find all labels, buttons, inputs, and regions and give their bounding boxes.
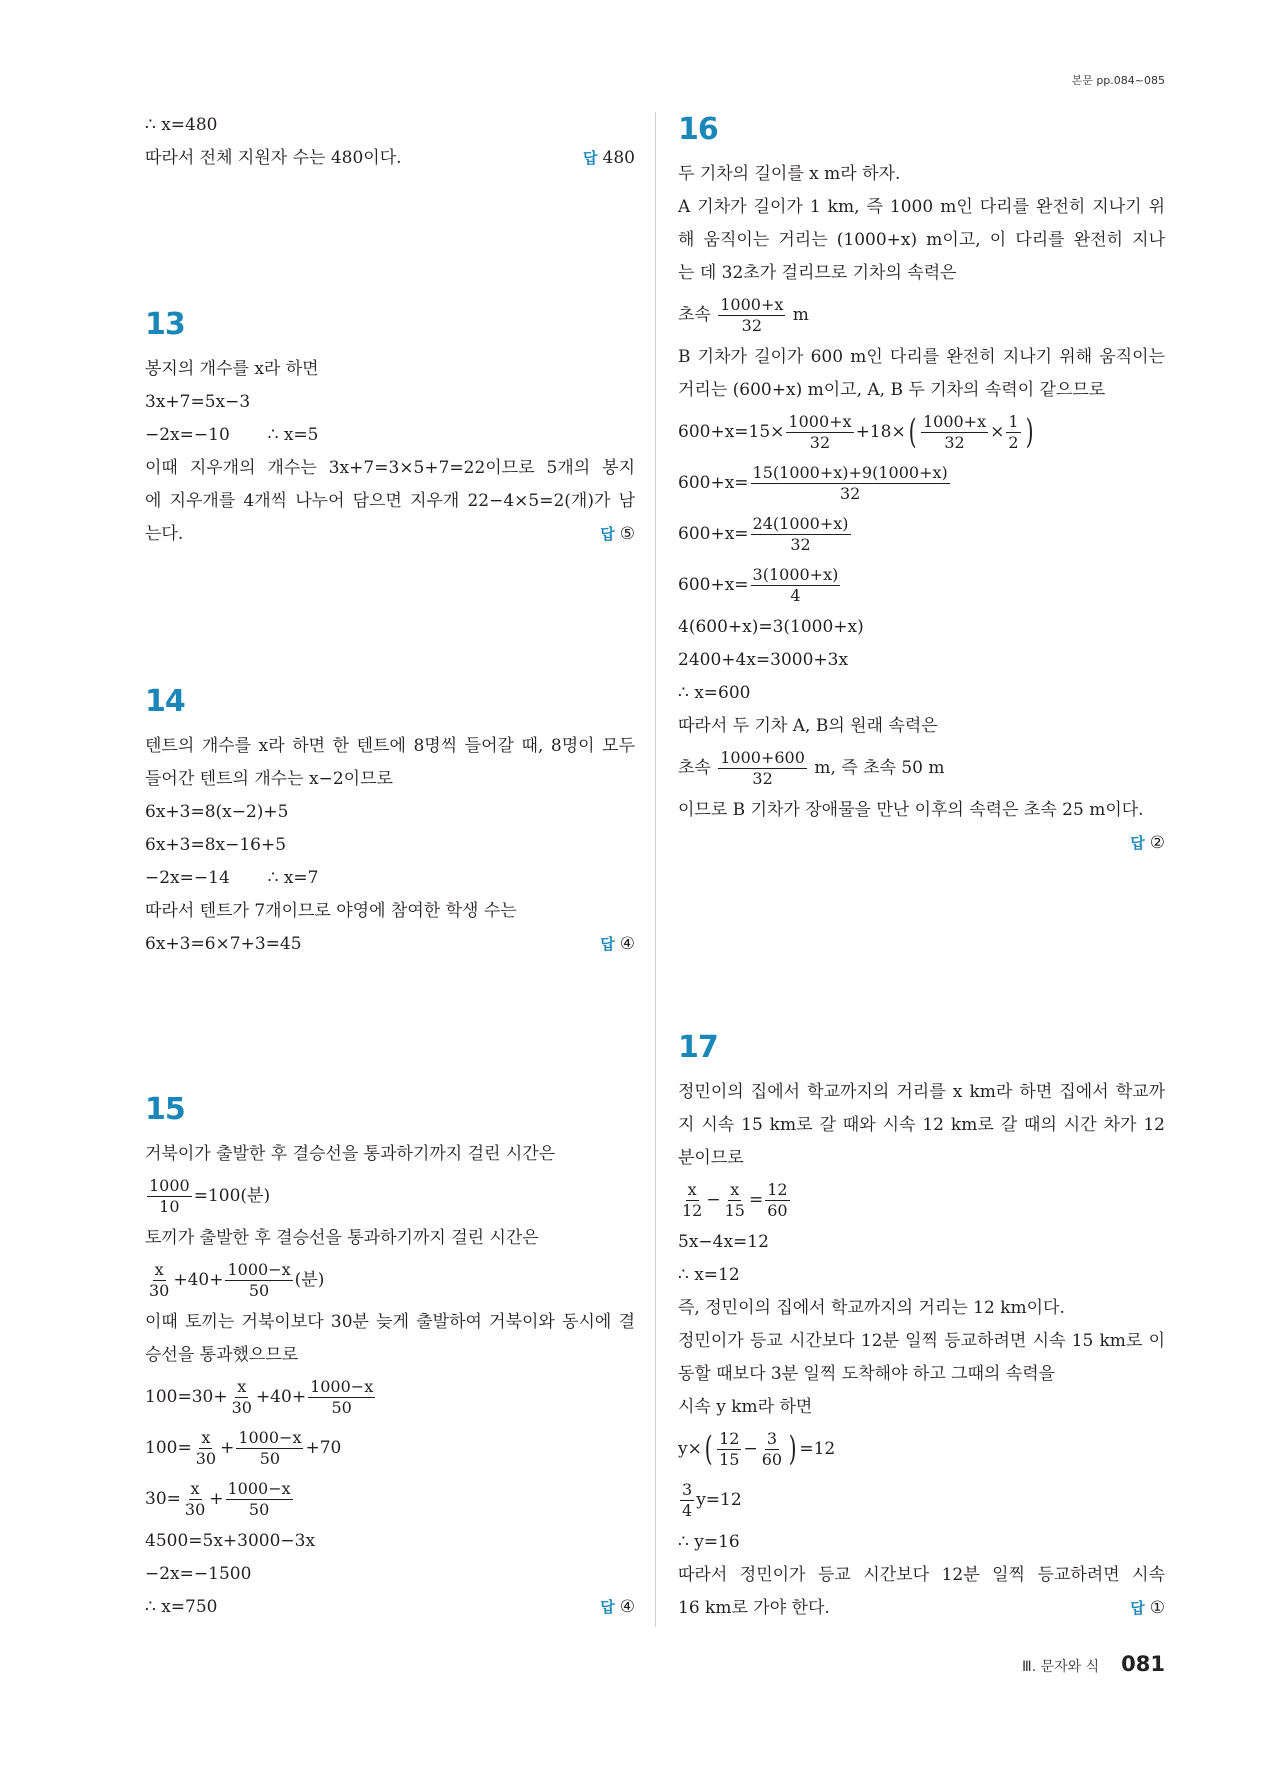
solution-line — [678, 257, 1165, 290]
fraction — [226, 1479, 293, 1520]
numerator: x — [190, 1479, 200, 1498]
solution-line — [678, 611, 1165, 644]
math-text: − — [706, 1190, 721, 1210]
math-text: 30= — [145, 1489, 181, 1509]
answer-label: 답 — [1130, 834, 1145, 852]
math-text: 600+x= — [678, 575, 749, 595]
solution-line — [678, 827, 1165, 860]
denominator: 50 — [248, 1500, 270, 1519]
numerator: 3 — [766, 1429, 777, 1448]
math-text: 600+x= — [678, 473, 749, 493]
solution-line — [145, 1372, 635, 1423]
numerator: 3 — [682, 1480, 693, 1499]
math-text: +40+ — [255, 1387, 307, 1407]
math-text: m — [787, 305, 809, 325]
denominator: 4 — [790, 586, 801, 605]
math-text: 4(600+x)=3(1000+x) — [678, 617, 864, 637]
solution-line — [678, 677, 1165, 710]
solution-line — [145, 353, 635, 386]
answer — [600, 1591, 635, 1624]
denominator: 32 — [790, 535, 811, 554]
math-text: = — [748, 1190, 764, 1210]
answer-value: ④ — [619, 1597, 635, 1617]
math-text: 해 움직이는 거리는 (1000+x) m이고, 이 다리를 완전히 지나 — [678, 230, 1165, 250]
denominator: 32 — [752, 769, 773, 788]
math-text: 는 데 32초가 걸리므로 기차의 속력은 — [678, 263, 957, 283]
solution-line — [678, 1526, 1165, 1559]
denominator: 32 — [809, 433, 831, 452]
math-text: 4500=5x+3000−3x — [145, 1531, 316, 1551]
math-text: 텐트의 개수를 x라 하면 한 텐트에 8명씩 들어갈 때, 8명이 모두 — [145, 736, 635, 756]
solution-16 — [678, 110, 1165, 860]
denominator: 2 — [1008, 433, 1019, 452]
fraction — [225, 1260, 292, 1301]
math-text: + — [220, 1438, 235, 1458]
math-text: 600+x=15× — [678, 422, 785, 442]
answer-label: 답 — [600, 935, 615, 953]
large-parenthesis: ) — [1025, 412, 1034, 452]
numerator: 1000+x — [720, 295, 784, 314]
math-text: 에 지우개를 4개씩 나누어 담으면 지우개 22−4×5=2(개)가 남 — [145, 491, 635, 511]
fraction — [751, 565, 841, 606]
solution-line — [145, 1255, 635, 1306]
solution-line — [145, 928, 635, 961]
solution-15 — [145, 1090, 635, 1624]
numerator: 1000+x — [788, 412, 852, 431]
math-text: 3x+7=5x−3 — [145, 392, 251, 412]
fraction — [147, 1176, 192, 1217]
math-text: 정민이가 등교 시간보다 12분 일찍 등교하려면 시속 15 km로 이 — [678, 1331, 1165, 1351]
math-text: ∴ x=480 — [145, 115, 218, 135]
math-text: 따라서 정민이가 등교 시간보다 12분 일찍 등교하려면 시속 — [678, 1565, 1165, 1585]
solution-line — [678, 1325, 1165, 1358]
solution-line — [678, 1076, 1165, 1109]
fraction — [723, 1180, 747, 1221]
fraction — [751, 514, 851, 555]
numerator: 1000−x — [310, 1377, 374, 1396]
denominator: 60 — [767, 1201, 788, 1220]
answer-value: ⑤ — [619, 524, 635, 544]
numerator: 12 — [767, 1180, 788, 1199]
answer-value: ② — [1149, 833, 1165, 853]
answer-label: 답 — [1130, 1599, 1145, 1617]
math-text: 정민이의 집에서 학교까지의 거리를 x km라 하면 집에서 학교까 — [678, 1082, 1165, 1102]
solution-line — [678, 1292, 1165, 1325]
math-text: 는다. — [145, 524, 184, 544]
numerator: 1000−x — [238, 1428, 302, 1447]
fraction — [147, 1260, 171, 1301]
solution-line — [145, 1171, 635, 1222]
denominator: 30 — [149, 1281, 170, 1300]
solution-line — [145, 1423, 635, 1474]
math-text: 600+x= — [678, 524, 749, 544]
problem-number: 17 — [678, 1030, 718, 1065]
numerator: 1 — [1008, 412, 1019, 431]
math-text: y=12 — [696, 1490, 742, 1510]
solution-line — [145, 1138, 635, 1171]
math-text: −2x=−10 ∴ x=5 — [145, 425, 319, 445]
solution-line — [145, 730, 635, 763]
answer-value: 480 — [602, 148, 635, 168]
denominator: 10 — [159, 1197, 180, 1216]
solution-13 — [145, 305, 635, 551]
solution-line — [678, 509, 1165, 560]
numerator: x — [201, 1428, 211, 1447]
answer-value: ① — [1149, 1598, 1165, 1618]
solution-line — [678, 1391, 1165, 1424]
fraction — [680, 1180, 704, 1221]
math-text: 승선을 통과했으므로 — [145, 1345, 299, 1365]
solution-line — [145, 485, 635, 518]
math-text: 이때 지우개의 개수는 3x+7=3×5+7=22이므로 5개의 봉지 — [145, 458, 635, 478]
solution-line — [145, 1474, 635, 1525]
answer — [600, 928, 635, 961]
denominator: 30 — [231, 1398, 252, 1417]
solution-line — [678, 1592, 1165, 1625]
denominator: 15 — [724, 1201, 745, 1220]
solution-line — [678, 374, 1165, 407]
fraction — [183, 1479, 207, 1520]
fraction — [718, 295, 785, 336]
solution-14 — [145, 682, 635, 961]
solution-line — [145, 1525, 635, 1558]
answer — [600, 518, 635, 551]
solution-line — [145, 386, 635, 419]
math-text: (분) — [294, 1270, 325, 1290]
solution-line — [678, 458, 1165, 509]
fraction — [308, 1377, 375, 1418]
math-text: A 기차가 길이가 1 km, 즉 1000 m인 다리를 완전히 지나기 위 — [678, 197, 1165, 217]
denominator: 15 — [719, 1450, 740, 1469]
denominator: 50 — [259, 1449, 281, 1468]
numerator: 1000−x — [227, 1479, 291, 1498]
problem-number: 14 — [145, 684, 185, 719]
math-text: 초속 — [678, 758, 717, 778]
answer-label: 답 — [583, 149, 598, 167]
solution-line — [145, 895, 635, 928]
denominator: 60 — [761, 1450, 783, 1469]
solution-line — [678, 1175, 1165, 1226]
solution-line — [678, 224, 1165, 257]
solution-line — [145, 1591, 635, 1624]
math-text: 2400+4x=3000+3x — [678, 650, 849, 670]
answer — [1130, 827, 1165, 860]
solution-prev — [145, 109, 635, 175]
math-text: =12 — [799, 1439, 836, 1459]
math-text: ∴ x=12 — [678, 1265, 740, 1285]
problem-number: 16 — [678, 112, 718, 147]
numerator: x — [237, 1377, 247, 1396]
solution-line — [678, 158, 1165, 191]
solution-line — [678, 1475, 1165, 1526]
fraction — [718, 748, 807, 789]
math-text: 따라서 전체 지원자 수는 480이다. — [145, 148, 402, 168]
fraction — [230, 1377, 254, 1418]
denominator: 32 — [741, 316, 762, 335]
math-text: ∴ y=16 — [678, 1532, 740, 1552]
math-text: 100=30+ — [145, 1387, 228, 1407]
math-text: + — [209, 1489, 224, 1509]
math-text: ∴ x=750 — [145, 1597, 218, 1617]
denominator: 50 — [248, 1281, 270, 1300]
denominator: 12 — [682, 1201, 703, 1220]
chapter-title: Ⅲ. 문자와 식 — [1022, 1659, 1100, 1675]
page-footer — [1022, 1652, 1165, 1676]
math-text: × — [990, 422, 1005, 442]
solution-line — [678, 191, 1165, 224]
math-text: B 기차가 길이가 600 m인 다리를 완전히 지나기 위해 움직이는 — [678, 347, 1165, 367]
answer-label: 답 — [600, 1598, 615, 1616]
denominator: 4 — [682, 1501, 693, 1520]
page-number: 081 — [1121, 1652, 1165, 1676]
solution-line — [678, 290, 1165, 341]
denominator: 50 — [331, 1398, 352, 1417]
fraction — [194, 1428, 218, 1469]
numerator: 3(1000+x) — [752, 565, 839, 584]
solution-line — [678, 743, 1165, 794]
math-text: 동할 때보다 3분 일찍 도착해야 하고 그때의 속력을 — [678, 1364, 1056, 1384]
numerator: 12 — [719, 1429, 740, 1448]
page-reference: 본문 pp.084~085 — [1071, 74, 1165, 87]
math-text: =100(분) — [193, 1186, 271, 1206]
math-text: 6x+3=6×7+3=45 — [145, 934, 302, 954]
math-text: +40+ — [173, 1270, 224, 1290]
math-text: 6x+3=8(x−2)+5 — [145, 802, 289, 822]
math-text: 따라서 두 기차 A, B의 원래 속력은 — [678, 716, 938, 736]
numerator: 1000+600 — [720, 748, 805, 767]
math-text: 두 기차의 길이를 x m라 하자. — [678, 164, 901, 184]
math-text: 토끼가 출발한 후 결승선을 통과하기까지 걸린 시간은 — [145, 1228, 539, 1248]
math-text: 분이므로 — [678, 1148, 744, 1168]
fraction — [760, 1429, 784, 1470]
math-text: +18× — [855, 422, 906, 442]
fraction — [1006, 412, 1020, 453]
math-text: 따라서 텐트가 7개이므로 야영에 참여한 학생 수는 — [145, 901, 517, 921]
solution-line — [145, 518, 635, 551]
math-text: +70 — [305, 1438, 342, 1458]
solution-line — [145, 419, 635, 452]
solution-line — [145, 1222, 635, 1255]
fraction — [765, 1180, 789, 1221]
math-text: 이때 토끼는 거북이보다 30분 늦게 출발하여 거북이와 동시에 결 — [145, 1312, 635, 1332]
numerator: 24(1000+x) — [752, 514, 849, 533]
math-text: 6x+3=8x−16+5 — [145, 835, 287, 855]
math-text: 5x−4x=12 — [678, 1232, 769, 1252]
fraction — [921, 412, 988, 453]
math-text: y× — [678, 1439, 702, 1459]
solution-line — [678, 407, 1165, 458]
denominator: 30 — [195, 1449, 217, 1468]
solution-line — [678, 341, 1165, 374]
large-parenthesis: ( — [908, 412, 917, 452]
math-text: 초속 — [678, 305, 717, 325]
numerator: 1000 — [149, 1176, 190, 1195]
fraction — [751, 463, 950, 504]
answer — [583, 142, 635, 175]
math-text: −2x=−14 ∴ x=7 — [145, 868, 319, 888]
solution-line — [678, 1109, 1165, 1142]
solution-line — [678, 1142, 1165, 1175]
solution-line — [678, 710, 1165, 743]
answer-value: ④ — [619, 934, 635, 954]
solution-line — [145, 452, 635, 485]
math-text: 거북이가 출발한 후 결승선을 통과하기까지 걸린 시간은 — [145, 1144, 556, 1164]
fraction — [786, 412, 853, 453]
solution-17 — [678, 1028, 1165, 1625]
solution-line — [678, 1358, 1165, 1391]
solution-line — [145, 796, 635, 829]
math-text: 시속 y km라 하면 — [678, 1397, 813, 1417]
math-text: 즉, 정민이의 집에서 학교까지의 거리는 12 km이다. — [678, 1298, 1065, 1318]
solution-line — [678, 1424, 1165, 1475]
solution-line — [145, 829, 635, 862]
solution-line — [145, 1558, 635, 1591]
math-text: 지 시속 15 km로 갈 때와 시속 12 km로 갈 때의 시간 차가 12 — [678, 1115, 1165, 1135]
math-text: ∴ x=600 — [678, 683, 751, 703]
math-text: 16 km로 가야 한다. — [678, 1598, 830, 1618]
large-parenthesis: ( — [704, 1429, 713, 1469]
solution-line — [678, 1226, 1165, 1259]
solution-line — [145, 109, 635, 142]
solution-line — [145, 1306, 635, 1339]
solution-line — [145, 763, 635, 796]
math-text: 들어간 텐트의 개수는 x−2이므로 — [145, 769, 393, 789]
problem-number: 13 — [145, 307, 185, 342]
math-text: 100= — [145, 1438, 192, 1458]
solution-line — [678, 644, 1165, 677]
math-text: −2x=−1500 — [145, 1564, 252, 1584]
solution-line — [145, 862, 635, 895]
solution-line — [678, 1559, 1165, 1592]
fraction — [236, 1428, 303, 1469]
math-text: 봉지의 개수를 x라 하면 — [145, 359, 319, 379]
column-divider — [655, 112, 656, 1627]
fraction — [680, 1480, 694, 1521]
math-text: 거리는 (600+x) m이고, A, B 두 기차의 속력이 같으므로 — [678, 380, 1106, 400]
solution-line — [145, 1339, 635, 1372]
denominator: 32 — [944, 433, 965, 452]
numerator: x — [687, 1180, 697, 1199]
answer-label: 답 — [600, 525, 615, 543]
numerator: 15(1000+x)+9(1000+x) — [752, 463, 948, 482]
solution-line — [678, 560, 1165, 611]
large-parenthesis: ) — [788, 1429, 797, 1469]
numerator: 1000+x — [922, 412, 987, 431]
math-text: m, 즉 초속 50 m — [808, 758, 945, 778]
math-text: 이므로 B 기차가 장애물을 만난 이후의 속력은 초속 25 m이다. — [678, 800, 1144, 820]
solution-line — [678, 794, 1165, 827]
solution-line — [145, 142, 635, 175]
fraction — [717, 1429, 741, 1470]
answer — [1130, 1592, 1165, 1625]
numerator: x — [154, 1260, 164, 1279]
numerator: x — [730, 1180, 740, 1199]
denominator: 32 — [839, 484, 861, 503]
numerator: 1000−x — [227, 1260, 291, 1279]
problem-number: 15 — [145, 1092, 185, 1127]
math-text: − — [743, 1439, 758, 1459]
denominator: 30 — [184, 1500, 206, 1519]
solution-line — [678, 1259, 1165, 1292]
